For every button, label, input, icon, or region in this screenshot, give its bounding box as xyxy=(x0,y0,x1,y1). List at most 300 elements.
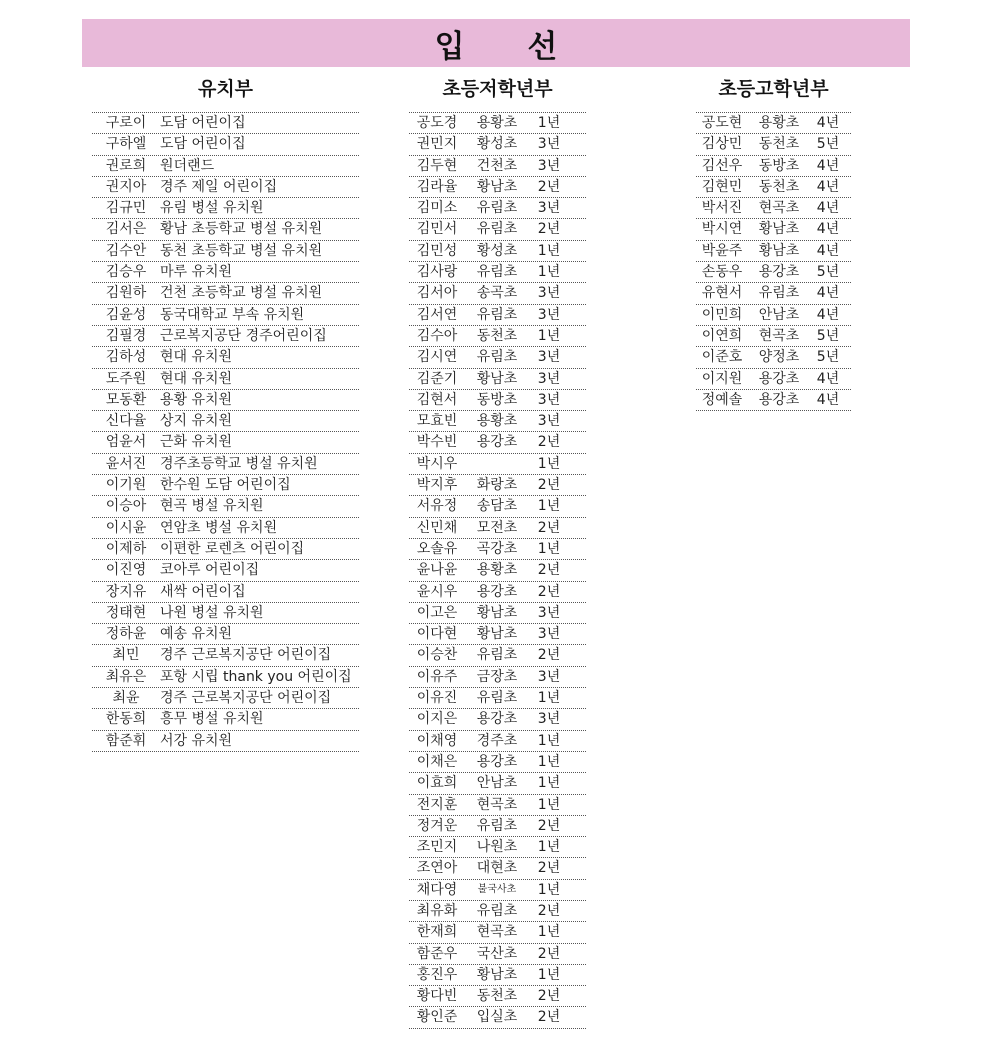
list-item xyxy=(409,880,586,901)
entry-grade: 2년 xyxy=(537,178,561,195)
entry-school: 용황초 xyxy=(758,115,800,131)
entry-institution: 동천 초등학교 병설 유치원 xyxy=(160,242,323,259)
list-item xyxy=(92,731,359,752)
entry-grade: 4년 xyxy=(816,370,840,387)
list-item xyxy=(409,709,586,730)
entry-grade: 4년 xyxy=(816,285,840,302)
entry-school: 안남초 xyxy=(758,306,800,323)
entry-name: 정겨운 xyxy=(416,817,458,834)
entry-school: 유림초 xyxy=(476,306,518,323)
entry-grade: 2년 xyxy=(537,583,561,600)
lower-elementary-list xyxy=(409,112,586,1029)
entry-name: 김수안 xyxy=(105,242,147,259)
entry-institution: 연암초 병설 유치원 xyxy=(160,519,278,536)
list-item xyxy=(696,262,851,283)
entry-name: 김시연 xyxy=(416,349,458,366)
list-item xyxy=(92,539,359,560)
entry-name: 신다율 xyxy=(105,413,147,430)
list-item xyxy=(409,156,586,177)
entry-school: 용황초 xyxy=(476,115,518,131)
lower-elementary-heading: 초등저학년부 xyxy=(442,78,553,100)
entry-school: 유림초 xyxy=(476,221,518,238)
entry-name: 김선우 xyxy=(701,157,743,174)
entry-school: 곡강초 xyxy=(476,540,518,557)
entry-name: 조민지 xyxy=(416,839,458,856)
entry-name: 박서진 xyxy=(701,200,743,217)
entry-school: 유림초 xyxy=(758,285,800,302)
entry-institution: 흥무 병설 유치원 xyxy=(160,711,264,728)
entry-institution: 현곡 병설 유치원 xyxy=(160,498,264,515)
list-item xyxy=(696,177,851,198)
list-item xyxy=(409,134,586,155)
list-item xyxy=(92,432,359,453)
entry-name: 권지아 xyxy=(105,178,147,195)
upper-elementary-heading: 초등고학년부 xyxy=(718,78,829,100)
list-item xyxy=(92,305,359,326)
entry-school: 현곡초 xyxy=(476,924,518,941)
list-item xyxy=(409,944,586,965)
entry-name: 김수아 xyxy=(416,327,458,344)
entry-name: 채다영 xyxy=(416,881,458,898)
entry-name: 권민지 xyxy=(416,136,458,153)
entry-institution: 경주 근로복지공단 어린이집 xyxy=(160,690,332,707)
entry-name: 김민서 xyxy=(416,221,458,238)
list-item xyxy=(696,326,851,347)
entry-grade: 1년 xyxy=(537,264,561,281)
entry-name: 이기원 xyxy=(105,477,147,494)
entry-institution: 새싹 어린이집 xyxy=(160,583,246,600)
entry-school: 유림초 xyxy=(476,817,518,834)
entry-institution: 동국대학교 부속 유치원 xyxy=(160,306,305,323)
entry-school: 용강초 xyxy=(476,583,518,600)
entry-grade: 3년 xyxy=(537,413,561,430)
list-item xyxy=(92,454,359,475)
entry-institution: 근화 유치원 xyxy=(160,434,233,451)
entry-institution: 현대 유치원 xyxy=(160,370,233,387)
entry-name: 박지후 xyxy=(416,477,458,494)
list-item xyxy=(92,667,359,688)
list-item xyxy=(409,411,586,432)
entry-grade: 3년 xyxy=(537,626,561,643)
entry-school: 현곡초 xyxy=(758,200,800,217)
entry-grade: 1년 xyxy=(537,115,561,131)
entry-name: 황인준 xyxy=(416,1009,458,1026)
entry-grade: 4년 xyxy=(816,221,840,238)
entry-name: 김라율 xyxy=(416,178,458,195)
list-item xyxy=(409,283,586,304)
upper-elementary-list xyxy=(696,112,851,411)
entry-grade: 3년 xyxy=(537,349,561,366)
entry-name: 이준호 xyxy=(701,349,743,366)
kindergarten-heading: 유치부 xyxy=(197,78,254,100)
entry-grade: 5년 xyxy=(816,327,840,344)
entry-name: 이고은 xyxy=(416,604,458,621)
entry-grade: 3년 xyxy=(537,306,561,323)
entry-school: 용황초 xyxy=(476,413,518,430)
list-item xyxy=(409,518,586,539)
entry-institution: 마루 유치원 xyxy=(160,264,233,281)
entry-grade: 4년 xyxy=(816,157,840,174)
list-item xyxy=(409,369,586,390)
entry-name: 최윤 xyxy=(112,690,140,707)
entry-name: 박시연 xyxy=(701,221,743,238)
entry-name: 정예솔 xyxy=(701,391,743,408)
list-item xyxy=(92,219,359,240)
upper-elementary-column xyxy=(696,74,851,411)
entry-institution: 유림 병설 유치원 xyxy=(160,200,264,217)
list-item xyxy=(92,475,359,496)
list-item xyxy=(92,241,359,262)
list-item xyxy=(409,603,586,624)
entry-school: 용강초 xyxy=(476,711,518,728)
list-item xyxy=(409,177,586,198)
entry-school: 유림초 xyxy=(476,690,518,707)
entry-grade: 5년 xyxy=(816,349,840,366)
list-item xyxy=(409,731,586,752)
entry-name: 한재희 xyxy=(416,924,458,941)
entry-school: 동천초 xyxy=(758,178,800,195)
entry-name: 정태현 xyxy=(105,604,147,621)
entry-school: 황남초 xyxy=(476,626,518,643)
entry-name: 김윤성 xyxy=(105,306,147,323)
entry-grade: 1년 xyxy=(537,242,561,259)
entry-name: 김서은 xyxy=(105,221,147,238)
entry-school: 용강초 xyxy=(758,370,800,387)
entry-school: 황남초 xyxy=(476,604,518,621)
list-item xyxy=(409,305,586,326)
entry-name: 이시윤 xyxy=(105,519,147,536)
entry-grade: 4년 xyxy=(816,178,840,195)
entry-school: 동방초 xyxy=(758,157,800,174)
entry-grade: 1년 xyxy=(537,775,561,792)
list-item xyxy=(92,156,359,177)
list-item xyxy=(92,113,359,134)
entry-institution: 예송 유치원 xyxy=(160,626,233,643)
entry-name: 이진영 xyxy=(105,562,147,579)
entry-institution: 경주초등학교 병설 유치원 xyxy=(160,455,318,472)
entry-school: 건천초 xyxy=(476,157,518,174)
entry-name: 이효희 xyxy=(416,775,458,792)
entry-grade: 2년 xyxy=(537,221,561,238)
entry-grade: 4년 xyxy=(816,391,840,408)
entry-name: 도주원 xyxy=(105,370,147,387)
entry-school: 현곡초 xyxy=(758,327,800,344)
entry-name: 유현서 xyxy=(701,285,743,302)
list-item xyxy=(92,177,359,198)
entry-grade: 3년 xyxy=(537,370,561,387)
entry-institution: 황남 초등학교 병설 유치원 xyxy=(160,221,323,238)
entry-grade: 4년 xyxy=(816,200,840,217)
list-item xyxy=(92,624,359,645)
list-item xyxy=(409,858,586,879)
entry-school: 황성초 xyxy=(476,136,518,153)
entry-school: 유림초 xyxy=(476,902,518,919)
entry-name: 이연희 xyxy=(701,327,743,344)
entry-name: 모효빈 xyxy=(416,413,458,430)
list-item xyxy=(409,922,586,943)
entry-grade: 1년 xyxy=(537,839,561,856)
entry-grade: 2년 xyxy=(537,988,561,1005)
list-item xyxy=(409,539,586,560)
entry-school: 안남초 xyxy=(476,775,518,792)
entry-name: 윤서진 xyxy=(105,455,147,472)
list-item xyxy=(92,603,359,624)
entry-school: 황성초 xyxy=(476,242,518,259)
page-title: 입 선 xyxy=(434,28,584,65)
entry-name: 이승아 xyxy=(105,498,147,515)
list-item xyxy=(696,134,851,155)
entry-school: 동천초 xyxy=(476,327,518,344)
entry-grade: 2년 xyxy=(537,902,561,919)
entry-institution: 도담 어린이집 xyxy=(160,136,246,153)
entry-school xyxy=(465,454,529,474)
entry-name: 정하윤 xyxy=(105,626,147,643)
entry-name: 김승우 xyxy=(105,264,147,281)
entry-school: 용황초 xyxy=(476,562,518,579)
entry-grade: 3년 xyxy=(537,285,561,302)
entry-name: 이채영 xyxy=(416,732,458,749)
list-item xyxy=(409,773,586,794)
list-item xyxy=(409,219,586,240)
list-item xyxy=(92,645,359,666)
list-item xyxy=(409,198,586,219)
list-item xyxy=(92,582,359,603)
entry-name: 공도현 xyxy=(701,115,743,131)
entry-name: 박수빈 xyxy=(416,434,458,451)
entry-name: 김현민 xyxy=(701,178,743,195)
list-item xyxy=(409,986,586,1007)
list-item xyxy=(696,347,851,368)
entry-school: 송곡초 xyxy=(476,285,518,302)
entry-grade: 5년 xyxy=(816,136,840,153)
entry-grade: 1년 xyxy=(537,881,561,898)
entry-school: 용강초 xyxy=(758,391,800,408)
list-item xyxy=(409,454,586,475)
entry-name: 함준우 xyxy=(416,945,458,962)
entry-grade: 3년 xyxy=(537,711,561,728)
entry-school: 양정초 xyxy=(758,349,800,366)
entry-school: 동천초 xyxy=(758,136,800,153)
entry-grade: 5년 xyxy=(816,264,840,281)
entry-name: 김서아 xyxy=(416,285,458,302)
entry-institution: 나원 병설 유치원 xyxy=(160,604,264,621)
entry-name: 조연아 xyxy=(416,860,458,877)
entry-name: 홍진우 xyxy=(416,966,458,983)
entry-grade: 1년 xyxy=(537,796,561,813)
entry-name: 엄윤서 xyxy=(105,434,147,451)
entry-school: 유림초 xyxy=(476,647,518,664)
entry-grade: 1년 xyxy=(537,966,561,983)
entry-name: 최민 xyxy=(112,647,140,664)
list-item xyxy=(92,709,359,730)
list-item xyxy=(409,667,586,688)
entry-school: 용강초 xyxy=(476,434,518,451)
list-item xyxy=(696,369,851,390)
entry-name: 김규민 xyxy=(105,200,147,217)
list-item xyxy=(409,624,586,645)
entry-name: 윤시우 xyxy=(416,583,458,600)
list-item xyxy=(92,390,359,411)
entry-name: 김하성 xyxy=(105,349,147,366)
entry-institution: 서강 유치원 xyxy=(160,732,233,749)
entry-grade: 1년 xyxy=(537,327,561,344)
entry-institution: 도담 어린이집 xyxy=(160,115,246,131)
entry-name: 모동환 xyxy=(105,391,147,408)
entry-name: 서유정 xyxy=(416,498,458,515)
entry-institution: 코아루 어린이집 xyxy=(160,562,260,579)
entry-name: 박시우 xyxy=(416,455,458,472)
entry-name: 구하엘 xyxy=(105,136,147,153)
entry-institution: 경주 근로복지공단 어린이집 xyxy=(160,647,332,664)
list-item xyxy=(696,305,851,326)
entry-name: 김준기 xyxy=(416,370,458,387)
list-item xyxy=(696,283,851,304)
entry-school: 현곡초 xyxy=(476,796,518,813)
entry-name: 김서연 xyxy=(416,306,458,323)
entry-grade: 4년 xyxy=(816,115,840,131)
entry-name: 이민희 xyxy=(701,306,743,323)
entry-name: 이유진 xyxy=(416,690,458,707)
entry-name: 한동희 xyxy=(105,711,147,728)
entry-grade: 2년 xyxy=(537,817,561,834)
entry-grade: 2년 xyxy=(537,647,561,664)
entry-name: 김원하 xyxy=(105,285,147,302)
list-item xyxy=(92,347,359,368)
entry-name: 이승찬 xyxy=(416,647,458,664)
list-item xyxy=(409,390,586,411)
list-item xyxy=(409,326,586,347)
list-item xyxy=(409,347,586,368)
entry-grade: 2년 xyxy=(537,1009,561,1026)
list-item xyxy=(696,156,851,177)
entry-name: 이유주 xyxy=(416,668,458,685)
entry-grade: 3년 xyxy=(537,604,561,621)
entry-grade: 3년 xyxy=(537,668,561,685)
entry-grade: 2년 xyxy=(537,945,561,962)
entry-grade: 1년 xyxy=(537,455,561,472)
entry-institution: 포항 시립 thank you 어린이집 xyxy=(160,668,352,685)
list-item xyxy=(409,965,586,986)
list-item xyxy=(92,688,359,709)
entry-school: 모전초 xyxy=(476,519,518,536)
entry-grade: 2년 xyxy=(537,477,561,494)
entry-name: 김현서 xyxy=(416,391,458,408)
list-item xyxy=(92,262,359,283)
list-item xyxy=(409,816,586,837)
entry-school: 국산초 xyxy=(476,945,518,962)
list-item xyxy=(409,795,586,816)
list-item xyxy=(696,390,851,411)
entry-grade: 1년 xyxy=(537,540,561,557)
entry-institution: 경주 제일 어린이집 xyxy=(160,178,278,195)
list-item xyxy=(409,582,586,603)
list-item xyxy=(696,241,851,262)
entry-school: 황남초 xyxy=(476,370,518,387)
entry-school: 나원초 xyxy=(476,839,518,856)
list-item xyxy=(92,496,359,517)
kindergarten-list xyxy=(92,112,359,752)
entry-name: 권로희 xyxy=(105,157,147,174)
list-item xyxy=(92,560,359,581)
list-item xyxy=(92,369,359,390)
entry-name: 이제하 xyxy=(105,540,147,557)
entry-grade: 1년 xyxy=(537,690,561,707)
entry-institution: 원더랜드 xyxy=(160,157,215,174)
list-item xyxy=(92,134,359,155)
entry-school: 황남초 xyxy=(476,178,518,195)
list-item xyxy=(409,262,586,283)
list-item xyxy=(409,901,586,922)
entry-institution: 근로복지공단 경주어린이집 xyxy=(160,327,327,344)
entry-name: 전지훈 xyxy=(416,796,458,813)
entry-school: 경주초 xyxy=(476,732,518,749)
entry-name: 공도경 xyxy=(416,115,458,131)
entry-school: 유림초 xyxy=(476,349,518,366)
entry-school: 동천초 xyxy=(476,988,518,1005)
list-item xyxy=(92,518,359,539)
entry-name: 신민채 xyxy=(416,519,458,536)
entry-grade: 1년 xyxy=(537,732,561,749)
entry-name: 김상민 xyxy=(701,136,743,153)
list-item xyxy=(92,411,359,432)
entry-name: 김필경 xyxy=(105,327,147,344)
entry-name: 최유은 xyxy=(105,668,147,685)
list-item xyxy=(409,560,586,581)
entry-name: 윤나윤 xyxy=(416,562,458,579)
list-item xyxy=(409,645,586,666)
entry-grade: 4년 xyxy=(816,306,840,323)
entry-institution: 상지 유치원 xyxy=(160,413,233,430)
entry-school: 불국사초 xyxy=(477,883,517,895)
entry-name: 손동우 xyxy=(701,264,743,281)
entry-grade: 2년 xyxy=(537,860,561,877)
entry-school: 황남초 xyxy=(758,221,800,238)
entry-grade: 3년 xyxy=(537,200,561,217)
entry-name: 김두현 xyxy=(416,157,458,174)
entry-name: 이다현 xyxy=(416,626,458,643)
list-item xyxy=(409,432,586,453)
title-banner xyxy=(82,19,910,67)
entry-school: 동방초 xyxy=(476,391,518,408)
entry-grade: 4년 xyxy=(816,242,840,259)
entry-name: 이지은 xyxy=(416,711,458,728)
entry-name: 함준휘 xyxy=(105,732,147,749)
entry-name: 김민성 xyxy=(416,242,458,259)
entry-grade: 3년 xyxy=(537,157,561,174)
entry-school: 송담초 xyxy=(476,498,518,515)
entry-name: 박윤주 xyxy=(701,242,743,259)
kindergarten-column xyxy=(92,74,359,752)
entry-name: 황다빈 xyxy=(416,988,458,1005)
entry-grade: 1년 xyxy=(537,924,561,941)
entry-school: 유림초 xyxy=(476,264,518,281)
entry-grade: 3년 xyxy=(537,136,561,153)
entry-school: 유림초 xyxy=(476,200,518,217)
list-item xyxy=(409,475,586,496)
list-item xyxy=(409,837,586,858)
entry-institution: 현대 유치원 xyxy=(160,349,233,366)
entry-school: 황남초 xyxy=(476,966,518,983)
lower-elementary-column xyxy=(409,74,586,1029)
entry-school: 용강초 xyxy=(476,753,518,770)
entry-name: 이채은 xyxy=(416,753,458,770)
entry-school: 화랑초 xyxy=(476,477,518,494)
list-item xyxy=(409,241,586,262)
entry-grade: 1년 xyxy=(537,753,561,770)
entry-name: 장지유 xyxy=(105,583,147,600)
list-item xyxy=(409,496,586,517)
entry-name: 김사랑 xyxy=(416,264,458,281)
